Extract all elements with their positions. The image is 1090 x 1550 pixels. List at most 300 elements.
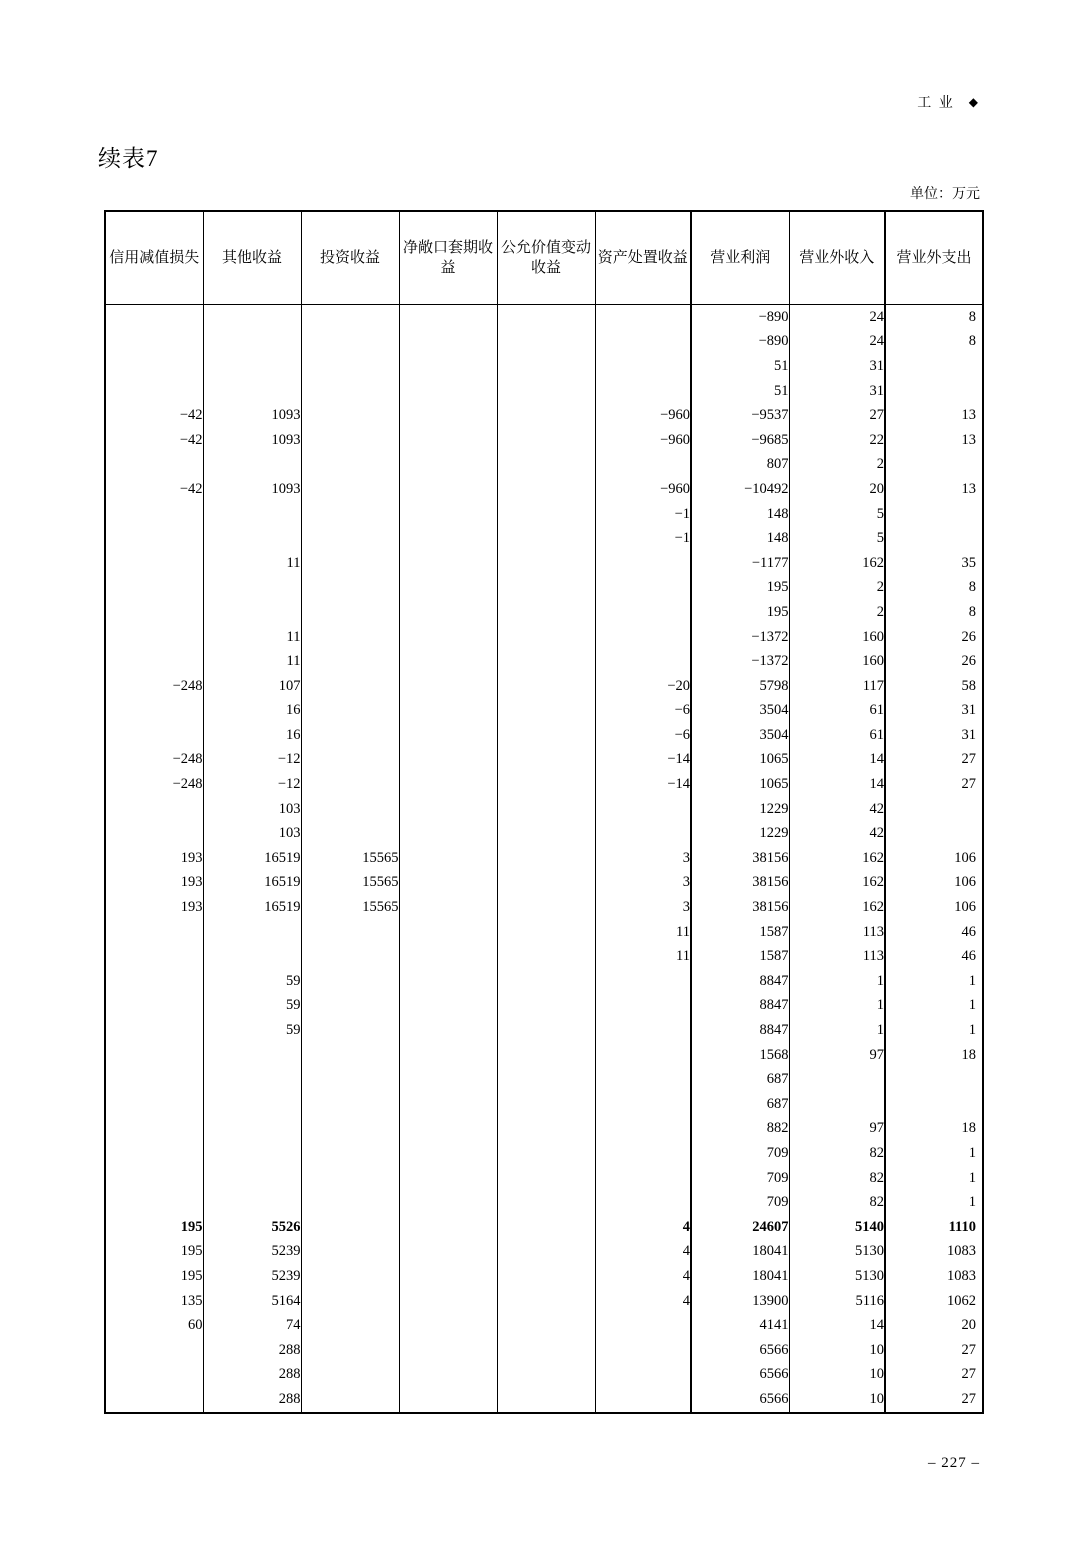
table-cell bbox=[595, 1141, 691, 1166]
table-cell bbox=[105, 969, 203, 994]
table-cell bbox=[885, 502, 983, 527]
table-cell bbox=[595, 551, 691, 576]
table-cell bbox=[399, 1240, 497, 1265]
table-cell bbox=[399, 1313, 497, 1338]
table-head bbox=[105, 211, 983, 305]
table-cell bbox=[301, 330, 399, 355]
table-cell: 59 bbox=[203, 969, 301, 994]
table-cell: 31 bbox=[789, 379, 885, 404]
table-cell bbox=[301, 1363, 399, 1388]
table-cell: 11 bbox=[595, 944, 691, 969]
table-cell bbox=[789, 1067, 885, 1092]
table-cell: 22 bbox=[789, 428, 885, 453]
table-cell: 193 bbox=[105, 846, 203, 871]
table-cell: 1 bbox=[885, 1018, 983, 1043]
table-cell: 26 bbox=[885, 649, 983, 674]
table-cell bbox=[105, 625, 203, 650]
column-header-operating-profit: 营业利润 bbox=[691, 211, 789, 305]
table-cell: 4 bbox=[595, 1289, 691, 1314]
table-row bbox=[105, 871, 983, 896]
table-cell bbox=[105, 1166, 203, 1191]
table-cell bbox=[399, 1190, 497, 1215]
table-cell: 195 bbox=[105, 1215, 203, 1240]
table-cell: 288 bbox=[203, 1387, 301, 1413]
table-cell: 106 bbox=[885, 871, 983, 896]
column-header-other-income: 其他收益 bbox=[203, 211, 301, 305]
table-row bbox=[105, 428, 983, 453]
table-cell: 5798 bbox=[691, 674, 789, 699]
table-cell bbox=[399, 895, 497, 920]
table-cell: −960 bbox=[595, 477, 691, 502]
table-cell: 16519 bbox=[203, 871, 301, 896]
table-cell bbox=[203, 1092, 301, 1117]
table-row bbox=[105, 1092, 983, 1117]
table-body bbox=[105, 305, 983, 1413]
table-cell: −1 bbox=[595, 526, 691, 551]
table-cell: 4 bbox=[595, 1264, 691, 1289]
table-cell bbox=[203, 1190, 301, 1215]
table-cell bbox=[301, 1289, 399, 1314]
table-cell bbox=[595, 1117, 691, 1142]
table-cell bbox=[301, 354, 399, 379]
table-row bbox=[105, 1166, 983, 1191]
table-cell bbox=[885, 453, 983, 478]
table-cell: 15565 bbox=[301, 871, 399, 896]
table-cell bbox=[497, 1240, 595, 1265]
table-cell: 195 bbox=[105, 1240, 203, 1265]
table-cell bbox=[497, 1289, 595, 1314]
table-cell: 27 bbox=[885, 1387, 983, 1413]
table-cell bbox=[595, 1190, 691, 1215]
table-cell: 11 bbox=[203, 551, 301, 576]
table-cell bbox=[399, 871, 497, 896]
table-cell bbox=[105, 1043, 203, 1068]
table-cell: 27 bbox=[885, 1338, 983, 1363]
table-cell bbox=[105, 1338, 203, 1363]
table-cell bbox=[497, 1166, 595, 1191]
table-cell bbox=[595, 1067, 691, 1092]
table-cell bbox=[595, 821, 691, 846]
column-header-fair-value-change-income: 公允价值变动收益 bbox=[497, 211, 595, 305]
table-cell: 18 bbox=[885, 1043, 983, 1068]
table-cell bbox=[399, 428, 497, 453]
table-cell: 8 bbox=[885, 330, 983, 355]
table-cell bbox=[301, 969, 399, 994]
table-cell: 4 bbox=[595, 1240, 691, 1265]
table-cell: 14 bbox=[789, 1313, 885, 1338]
table-cell bbox=[105, 600, 203, 625]
table-cell bbox=[301, 994, 399, 1019]
table-cell: 5130 bbox=[789, 1240, 885, 1265]
table-cell bbox=[497, 551, 595, 576]
table-cell: 8 bbox=[885, 600, 983, 625]
table-cell bbox=[105, 305, 203, 330]
table-cell: 193 bbox=[105, 871, 203, 896]
table-cell bbox=[301, 428, 399, 453]
table-cell bbox=[399, 1363, 497, 1388]
table-cell bbox=[497, 1190, 595, 1215]
table-cell: 195 bbox=[691, 576, 789, 601]
table-cell bbox=[301, 1117, 399, 1142]
table-cell bbox=[595, 330, 691, 355]
table-cell: 15565 bbox=[301, 895, 399, 920]
table-cell bbox=[301, 477, 399, 502]
table-row bbox=[105, 821, 983, 846]
table-row bbox=[105, 551, 983, 576]
table-cell: −20 bbox=[595, 674, 691, 699]
table-cell bbox=[203, 1067, 301, 1092]
table-cell: 46 bbox=[885, 944, 983, 969]
table-cell bbox=[301, 1338, 399, 1363]
table-cell bbox=[105, 1117, 203, 1142]
table-cell: 113 bbox=[789, 920, 885, 945]
table-row bbox=[105, 1240, 983, 1265]
table-cell bbox=[301, 1067, 399, 1092]
table-cell bbox=[595, 379, 691, 404]
table-cell: 1093 bbox=[203, 477, 301, 502]
table-cell bbox=[885, 526, 983, 551]
table-cell: 1568 bbox=[691, 1043, 789, 1068]
table-row bbox=[105, 1067, 983, 1092]
table-cell: 687 bbox=[691, 1092, 789, 1117]
table-cell bbox=[399, 526, 497, 551]
table-cell: 1093 bbox=[203, 428, 301, 453]
table-cell: 5239 bbox=[203, 1264, 301, 1289]
table-cell bbox=[105, 1363, 203, 1388]
table-cell: 16519 bbox=[203, 846, 301, 871]
table-cell: 35 bbox=[885, 551, 983, 576]
table-cell: 74 bbox=[203, 1313, 301, 1338]
table-cell: 60 bbox=[105, 1313, 203, 1338]
table-cell bbox=[203, 330, 301, 355]
running-header-text: 工 业 bbox=[917, 96, 955, 111]
table-cell: 162 bbox=[789, 895, 885, 920]
table-cell: 1 bbox=[789, 969, 885, 994]
table-cell: 97 bbox=[789, 1043, 885, 1068]
table-cell bbox=[399, 625, 497, 650]
table-cell: 16519 bbox=[203, 895, 301, 920]
table-header-row bbox=[105, 211, 983, 305]
table-row bbox=[105, 502, 983, 527]
table-row bbox=[105, 748, 983, 773]
table-cell bbox=[595, 1018, 691, 1043]
table-row bbox=[105, 477, 983, 502]
table-row bbox=[105, 1289, 983, 1314]
table-cell bbox=[595, 600, 691, 625]
table-cell bbox=[301, 1387, 399, 1413]
table-row bbox=[105, 969, 983, 994]
table-cell bbox=[105, 1018, 203, 1043]
table-cell: 4141 bbox=[691, 1313, 789, 1338]
table-cell bbox=[595, 1363, 691, 1388]
table-cell bbox=[497, 1363, 595, 1388]
table-cell bbox=[301, 920, 399, 945]
table-cell bbox=[497, 994, 595, 1019]
table-cell: −890 bbox=[691, 305, 789, 330]
table-cell bbox=[497, 625, 595, 650]
table-cell bbox=[399, 1067, 497, 1092]
table-cell: 27 bbox=[789, 403, 885, 428]
table-cell bbox=[497, 403, 595, 428]
table-cell bbox=[497, 723, 595, 748]
table-cell: −14 bbox=[595, 748, 691, 773]
table-cell bbox=[497, 797, 595, 822]
page-title: 续表7 bbox=[98, 146, 159, 171]
table-cell: −1177 bbox=[691, 551, 789, 576]
table-cell bbox=[497, 1067, 595, 1092]
table-cell: −6 bbox=[595, 699, 691, 724]
table-cell: 1 bbox=[885, 1166, 983, 1191]
table-cell bbox=[399, 403, 497, 428]
table-cell: 13 bbox=[885, 428, 983, 453]
table-cell: −1 bbox=[595, 502, 691, 527]
table-cell: 882 bbox=[691, 1117, 789, 1142]
table-cell: 6566 bbox=[691, 1387, 789, 1413]
table-cell bbox=[885, 1067, 983, 1092]
table-cell: 5140 bbox=[789, 1215, 885, 1240]
table-cell bbox=[399, 674, 497, 699]
table-cell: 11 bbox=[203, 625, 301, 650]
table-cell bbox=[301, 625, 399, 650]
table-row bbox=[105, 354, 983, 379]
table-cell: −12 bbox=[203, 748, 301, 773]
table-cell bbox=[497, 846, 595, 871]
table-cell bbox=[497, 1313, 595, 1338]
table-cell bbox=[301, 1240, 399, 1265]
table-cell: 1 bbox=[789, 994, 885, 1019]
table-cell bbox=[399, 379, 497, 404]
table-cell bbox=[301, 1018, 399, 1043]
table-cell bbox=[497, 699, 595, 724]
table-cell bbox=[301, 1313, 399, 1338]
table-cell bbox=[105, 994, 203, 1019]
table-cell bbox=[301, 526, 399, 551]
table-cell: 24 bbox=[789, 330, 885, 355]
table-cell bbox=[595, 453, 691, 478]
table-cell bbox=[105, 1141, 203, 1166]
table-cell bbox=[497, 649, 595, 674]
table-cell bbox=[497, 428, 595, 453]
table-cell bbox=[301, 821, 399, 846]
table-cell: 1 bbox=[789, 1018, 885, 1043]
table-cell bbox=[301, 1264, 399, 1289]
table-cell: 5116 bbox=[789, 1289, 885, 1314]
table-cell bbox=[399, 330, 497, 355]
table-cell bbox=[595, 1387, 691, 1413]
table-cell bbox=[301, 699, 399, 724]
table-cell bbox=[595, 1313, 691, 1338]
table-cell: −248 bbox=[105, 772, 203, 797]
table-cell: −42 bbox=[105, 477, 203, 502]
table-cell bbox=[105, 821, 203, 846]
table-cell bbox=[301, 797, 399, 822]
table-cell bbox=[595, 625, 691, 650]
table-cell bbox=[497, 1215, 595, 1240]
table-cell bbox=[497, 944, 595, 969]
table-cell: 14 bbox=[789, 772, 885, 797]
table-cell bbox=[399, 1387, 497, 1413]
table-cell bbox=[399, 1018, 497, 1043]
table-cell: 82 bbox=[789, 1166, 885, 1191]
table-cell: −248 bbox=[105, 674, 203, 699]
data-table bbox=[104, 210, 984, 1414]
table-cell bbox=[105, 354, 203, 379]
table-cell: 2 bbox=[789, 600, 885, 625]
table-cell: 687 bbox=[691, 1067, 789, 1092]
table-cell: 24 bbox=[789, 305, 885, 330]
running-header bbox=[917, 92, 980, 112]
table-cell bbox=[301, 453, 399, 478]
table-cell: 10 bbox=[789, 1338, 885, 1363]
table-cell bbox=[105, 330, 203, 355]
table-cell bbox=[497, 354, 595, 379]
table-cell: 162 bbox=[789, 846, 885, 871]
table-cell: 162 bbox=[789, 871, 885, 896]
table-cell bbox=[203, 1166, 301, 1191]
page-number: – 227 – bbox=[928, 1455, 980, 1471]
table-cell bbox=[399, 846, 497, 871]
table-cell: 14 bbox=[789, 748, 885, 773]
table-row bbox=[105, 1190, 983, 1215]
table-cell: −248 bbox=[105, 748, 203, 773]
table-cell bbox=[105, 502, 203, 527]
table-cell bbox=[105, 453, 203, 478]
table-cell bbox=[497, 871, 595, 896]
table-cell bbox=[399, 1338, 497, 1363]
table-cell bbox=[497, 576, 595, 601]
table-cell: 31 bbox=[885, 723, 983, 748]
table-cell: 11 bbox=[203, 649, 301, 674]
table-cell: 195 bbox=[691, 600, 789, 625]
table-cell bbox=[595, 305, 691, 330]
table-row bbox=[105, 1338, 983, 1363]
table-cell: 117 bbox=[789, 674, 885, 699]
table-cell bbox=[105, 576, 203, 601]
table-cell bbox=[595, 1043, 691, 1068]
table-cell: 5164 bbox=[203, 1289, 301, 1314]
table-cell: −42 bbox=[105, 428, 203, 453]
table-cell: 38156 bbox=[691, 871, 789, 896]
table-cell: −890 bbox=[691, 330, 789, 355]
table-cell bbox=[203, 526, 301, 551]
table-cell bbox=[399, 994, 497, 1019]
table-cell: 59 bbox=[203, 1018, 301, 1043]
table-cell: −14 bbox=[595, 772, 691, 797]
table-cell: 288 bbox=[203, 1363, 301, 1388]
table-cell: 3504 bbox=[691, 723, 789, 748]
table-cell bbox=[497, 969, 595, 994]
table-cell: 82 bbox=[789, 1141, 885, 1166]
table-cell bbox=[497, 502, 595, 527]
table-cell: 3504 bbox=[691, 699, 789, 724]
table-cell: 1 bbox=[885, 1190, 983, 1215]
table-row bbox=[105, 920, 983, 945]
table-cell: −42 bbox=[105, 403, 203, 428]
table-cell: 27 bbox=[885, 748, 983, 773]
table-cell bbox=[885, 379, 983, 404]
table-row bbox=[105, 846, 983, 871]
table-cell bbox=[399, 944, 497, 969]
table-cell: 3 bbox=[595, 871, 691, 896]
table-cell bbox=[301, 1166, 399, 1191]
table-cell bbox=[497, 772, 595, 797]
table-cell bbox=[399, 502, 497, 527]
table-cell bbox=[497, 453, 595, 478]
table-cell: 1587 bbox=[691, 944, 789, 969]
table-cell bbox=[105, 649, 203, 674]
table-cell: 8847 bbox=[691, 1018, 789, 1043]
table-cell bbox=[497, 379, 595, 404]
table-cell bbox=[497, 305, 595, 330]
table-cell: 6566 bbox=[691, 1338, 789, 1363]
table-row bbox=[105, 699, 983, 724]
table-cell bbox=[301, 649, 399, 674]
table-cell bbox=[301, 379, 399, 404]
table-cell bbox=[399, 797, 497, 822]
table-cell: 31 bbox=[885, 699, 983, 724]
column-header-non-operating-expenditure: 营业外支出 bbox=[885, 211, 983, 305]
table-cell bbox=[105, 526, 203, 551]
table-cell: 135 bbox=[105, 1289, 203, 1314]
table-cell bbox=[399, 477, 497, 502]
table-cell bbox=[789, 1092, 885, 1117]
table-cell: 1 bbox=[885, 969, 983, 994]
table-cell: −9537 bbox=[691, 403, 789, 428]
table-cell: 1083 bbox=[885, 1264, 983, 1289]
table-cell bbox=[105, 551, 203, 576]
table-cell: 20 bbox=[885, 1313, 983, 1338]
table-cell: 5130 bbox=[789, 1264, 885, 1289]
table-cell: 97 bbox=[789, 1117, 885, 1142]
table-cell: 107 bbox=[203, 674, 301, 699]
table-cell: 38156 bbox=[691, 895, 789, 920]
table-cell: 10 bbox=[789, 1363, 885, 1388]
table-cell: 27 bbox=[885, 1363, 983, 1388]
table-cell bbox=[399, 699, 497, 724]
table-cell bbox=[497, 1092, 595, 1117]
table-cell bbox=[203, 1141, 301, 1166]
table-cell: 3 bbox=[595, 895, 691, 920]
table-cell bbox=[105, 699, 203, 724]
table-row bbox=[105, 1363, 983, 1388]
table-cell: 103 bbox=[203, 797, 301, 822]
table-cell bbox=[301, 723, 399, 748]
column-header-investment-income: 投资收益 bbox=[301, 211, 399, 305]
table-cell: 1587 bbox=[691, 920, 789, 945]
table-cell bbox=[885, 797, 983, 822]
table-cell bbox=[595, 1338, 691, 1363]
table-cell bbox=[105, 944, 203, 969]
table-cell bbox=[399, 1264, 497, 1289]
table-cell bbox=[105, 797, 203, 822]
table-cell: 24607 bbox=[691, 1215, 789, 1240]
table-cell bbox=[399, 920, 497, 945]
table-cell bbox=[399, 600, 497, 625]
table-row bbox=[105, 1313, 983, 1338]
table-cell bbox=[105, 1092, 203, 1117]
table-cell: 8847 bbox=[691, 969, 789, 994]
table-cell bbox=[497, 1338, 595, 1363]
table-cell: 16 bbox=[203, 723, 301, 748]
table-cell: 59 bbox=[203, 994, 301, 1019]
table-cell bbox=[203, 379, 301, 404]
table-cell: −1372 bbox=[691, 649, 789, 674]
table-cell: 20 bbox=[789, 477, 885, 502]
unit-note: 单位：万元 bbox=[910, 187, 980, 202]
table-cell: 51 bbox=[691, 379, 789, 404]
column-header-non-operating-revenue: 营业外收入 bbox=[789, 211, 885, 305]
table-row bbox=[105, 576, 983, 601]
